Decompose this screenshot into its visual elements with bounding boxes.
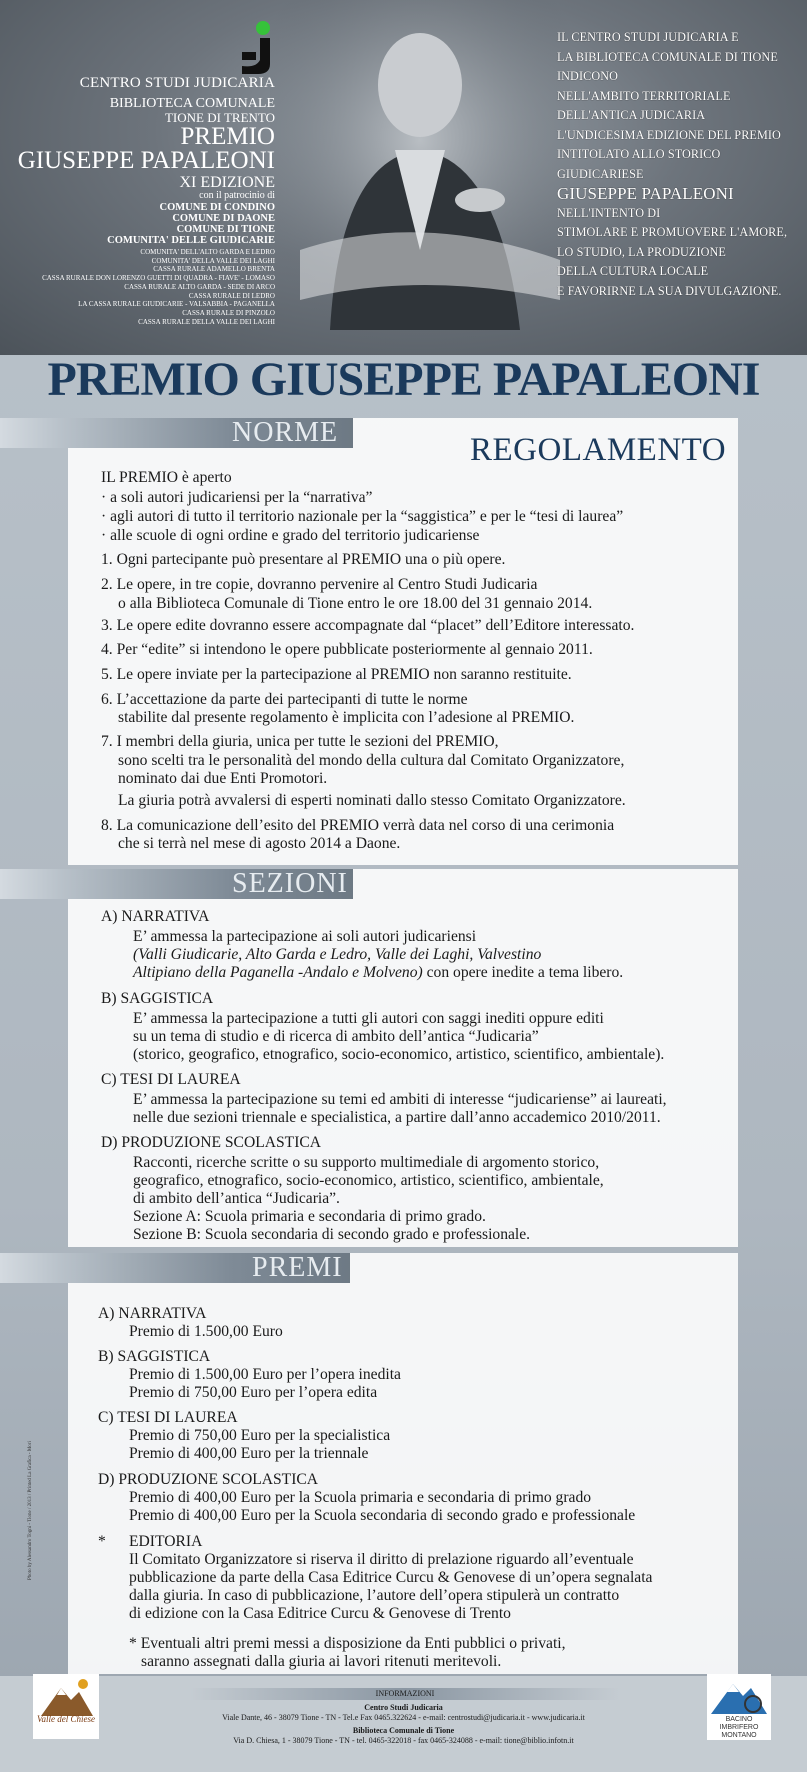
sponsor-4: CASSA RURALE DON LORENZO GUETTI DI QUADRA - FIAVE' - LOMASO: [42, 274, 275, 283]
intro-line: E FAVORIRNE LA SUA DIVULGAZIONE.: [557, 283, 782, 298]
sponsor-8: CASSA RURALE DI PINZOLO: [182, 309, 275, 318]
norme-rule-7: 7. I membri della giuria, unica per tutte le sezioni del PREMIO,: [101, 733, 499, 750]
main-title: PREMIO GIUSEPPE PAPALEONI: [47, 353, 760, 406]
patron-1: COMUNE DI CONDINO: [159, 201, 275, 213]
premio-c-heading: C) TESI DI LAUREA: [98, 1409, 238, 1426]
regolamento-title: REGOLAMENTO: [470, 432, 727, 468]
sezione-a-tail: con opere inedite a tema libero.: [422, 964, 624, 981]
intro-line: NELL'INTENTO DI: [557, 205, 661, 220]
intro-name: GIUSEPPE PAPALEONI: [557, 184, 734, 204]
norme-rule-8-cont: che si terrà nel mese di agosto 2014 a Daone.: [118, 835, 401, 852]
intro-line: INDICONO: [557, 69, 619, 84]
intro-line: DELLA CULTURA LOCALE: [557, 264, 709, 279]
premio-a-heading: A) NARRATIVA: [98, 1305, 207, 1322]
premio-e-text: di edizione con la Casa Editrice Curcu & Genovese di Trento: [129, 1605, 511, 1622]
intro-line: NELL'AMBITO TERRITORIALE: [557, 88, 731, 103]
footer-address-1: Viale Dante, 46 - 38079 Tione - TN - Tel.e Fax 0465.322624 - e-mail: centrostudi@judicaria.it - www.judicaria.it: [222, 1713, 585, 1722]
patron-2: COMUNE DI DAONE: [172, 212, 275, 224]
sezione-d-heading: D) PRODUZIONE SCOLASTICA: [101, 1134, 322, 1151]
sezione-d-text: Sezione B: Scuola secondaria di secondo grado e professionale.: [133, 1226, 531, 1243]
header-patronage: con il patrocinio di: [199, 190, 275, 202]
header-name: GIUSEPPE PAPALEONI: [17, 146, 275, 174]
sezione-d-text: di ambito dell’antica “Judicaria”.: [133, 1190, 340, 1207]
intro-line: LO STUDIO, LA PRODUZIONE: [557, 244, 726, 259]
intro-line: INTITOLATO ALLO STORICO: [557, 147, 721, 162]
premi-note: * Eventuali altri premi messi a disposizione da Enti pubblici o privati,: [129, 1635, 566, 1652]
sezione-b-text: su un tema di studio e di ricerca di ambito dell’antica “Judicaria”: [133, 1028, 539, 1045]
sponsor-3: CASSA RURALE ADAMELLO BRENTA: [153, 265, 275, 274]
premio-e-text: dalla giuria. In caso di pubblicazione, l’autore dell’opera stipulerà un contratto: [129, 1587, 620, 1604]
sponsor-1: COMUNITA' DELL'ALTO GARDA E LEDRO: [140, 247, 275, 256]
header-left-text: [0, 76, 275, 327]
norme-rule-6-cont: stabilite dal presente regolamento è implicita con l’adesione al PREMIO.: [118, 709, 575, 726]
sezione-c-heading: C) TESI DI LAUREA: [101, 1071, 241, 1088]
premio-d-heading: D) PRODUZIONE SCOLASTICA: [98, 1471, 319, 1488]
header-org-3: TIONE DI TRENTO: [164, 110, 275, 126]
sezione-c-text: E’ ammessa la partecipazione su temi ed ambiti di interesse “judicariense” ai laureati,: [133, 1091, 667, 1108]
sponsor-2: COMUNITA' DELLA VALLE DEI LAGHI: [151, 256, 275, 265]
sezione-d-text: geografico, etnografico, socio-economico, artistico, scientifico, ambientale,: [133, 1172, 604, 1189]
footer-org-1: Centro Studi Judicaria: [364, 1703, 443, 1712]
premio-a-text: Premio di 1.500,00 Euro: [129, 1323, 283, 1340]
norme-rule-7-cont: sono scelti tra le personalità del mondo della cultura dal Comitato Organizzatore,: [118, 752, 625, 769]
sezioni-tab: [0, 869, 353, 899]
intro-line: LA BIBLIOTECA COMUNALE DI TIONE: [557, 49, 778, 64]
sezione-b-text: E’ ammessa la partecipazione a tutti gli autori con saggi inediti oppure editi: [133, 1010, 604, 1027]
sezione-a-heading: A) NARRATIVA: [101, 908, 210, 925]
logo-left-text: Valle del Chiese: [37, 1714, 95, 1724]
sezione-a-italic: Altipiano della Paganella -Andalo e Molveno): [133, 964, 423, 981]
patron-3: COMUNE DI TIONE: [176, 223, 275, 235]
sezione-d-text: Racconti, ricerche scritte o su supporto multimediale di argomento storico,: [133, 1154, 600, 1171]
premio-c-text: Premio di 750,00 Euro per la specialistica: [129, 1427, 391, 1444]
sezione-b-text: (storico, geografico, etnografico, socio-economico, artistico, scientifico, ambientale).: [133, 1046, 665, 1063]
centro-studi-logo-icon: [238, 20, 278, 76]
intro-line: STIMOLARE E PROMUOVERE L'AMORE,: [557, 225, 788, 240]
norme-tab-label: NORME: [232, 417, 339, 448]
header-edition: XI EDIZIONE: [179, 173, 275, 191]
norme-rule-2: 2. Le opere, in tre copie, dovranno pervenire al Centro Studi Judicaria: [101, 576, 538, 593]
norme-rule-8: 8. La comunicazione dell’esito del PREMIO verrà data nel corso di una cerimonia: [101, 817, 615, 834]
norme-rule-2-cont: o alla Biblioteca Comunale di Tione entro le ore 18.00 del 31 gennaio 2014.: [118, 595, 593, 612]
sezione-a-text: E’ ammessa la partecipazione ai soli autori judicariensi: [133, 928, 477, 945]
sezione-a-text: [133, 964, 623, 982]
premi-tab-label: PREMI: [252, 1252, 343, 1283]
sezione-a-text: (Valli Giudicarie, Alto Garda e Ledro, Valle dei Laghi, Valvestino: [133, 946, 542, 963]
premi-note: saranno assegnati dalla giuria ai lavori ritenuti meritevoli.: [141, 1653, 502, 1670]
header-banner: [0, 0, 807, 355]
norme-bullet: · alle scuole di ogni ordine e grado del territorio judicariense: [101, 527, 480, 544]
footer-address-2: Via D. Chiesa, 1 - 38079 Tione - TN - tel. 0465-322018 - fax 0465-324088 - e-mail: tione@biblio.infotn.it: [233, 1736, 574, 1745]
sezione-b-heading: B) SAGGISTICA: [101, 990, 214, 1007]
sezioni-tab-label: SEZIONI: [232, 868, 348, 899]
sponsor-7: LA CASSA RURALE GIUDICARIE - VALSABBIA - PAGANELLA: [78, 300, 275, 309]
info-bar: INFORMAZIONI: [190, 1688, 620, 1700]
norme-rule-6: 6. L’accettazione da parte dei partecipanti di tutte le norme: [101, 691, 468, 708]
premio-e-heading: EDITORIA: [129, 1533, 203, 1550]
premio-d-text: Premio di 400,00 Euro per la Scuola primaria e secondaria di primo grado: [129, 1489, 592, 1506]
premio-e-text: pubblicazione da parte della Casa Editrice Curcu & Genovese di un’opera segnalata: [129, 1569, 653, 1586]
premio-b-text: Premio di 1.500,00 Euro per l’opera inedita: [129, 1366, 401, 1383]
norme-rule-7-cont: nominato dai due Enti Promotori.: [118, 770, 328, 787]
sezione-c-text: nelle due sezioni triennale e specialistica, a partire dall’anno accademico 2010/2011.: [133, 1109, 661, 1126]
norme-bullet: · a soli autori judicariensi per la “narrativa”: [101, 489, 373, 506]
sponsor-9: CASSA RURALE DELLA VALLE DEI LAGHI: [138, 317, 275, 326]
footer-org-2: Biblioteca Comunale di Tione: [352, 1726, 455, 1735]
header-right-text: [557, 28, 802, 301]
intro-line: IL CENTRO STUDI JUDICARIA E: [557, 30, 739, 44]
premi-tab: [0, 1253, 350, 1283]
premio-e-star: *: [98, 1533, 106, 1550]
norme-bullet: · agli autori di tutto il territorio nazionale per la “saggistica” e per le “tesi di laurea”: [101, 508, 624, 525]
premio-d-text: Premio di 400,00 Euro per la Scuola secondaria di secondo grado e professionale: [129, 1507, 636, 1524]
header-premio: PREMIO: [180, 123, 275, 151]
norme-rule-1: 1. Ogni partecipante può presentare al PREMIO una o più opere.: [101, 551, 506, 568]
sezione-d-text: Sezione A: Scuola primaria e secondaria di primo grado.: [133, 1208, 486, 1225]
sponsor-5: CASSA RURALE ALTO GARDA - SEDE DI ARCO: [124, 282, 275, 291]
norme-intro: IL PREMIO è aperto: [101, 469, 232, 486]
norme-rule-5: 5. Le opere inviate per la partecipazione al PREMIO non saranno restituite.: [101, 666, 572, 683]
norme-rule-7-cont: La giuria potrà avvalersi di esperti nominati dallo stesso Comitato Organizzatore.: [118, 792, 626, 809]
norme-tab: [0, 418, 353, 448]
premio-b-text: Premio di 750,00 Euro per l’opera edita: [129, 1384, 378, 1401]
portrait-image: [270, 0, 570, 350]
vertical-credit: Photo by Alessandro Togni - Tione / 2013 / Printed La Grafica - Mori: [28, 1441, 33, 1580]
premio-e-text: Il Comitato Organizzatore si riserva il diritto di prelazione riguardo all’eventuale: [129, 1551, 634, 1568]
norme-rule-4: 4. Per “edite” si intendono le opere pubblicate posteriormente al gennaio 2011.: [101, 641, 593, 658]
norme-rule-3: 3. Le opere edite dovranno essere accompagnate dal “placet” dell’Editore interessato.: [101, 617, 635, 634]
sponsor-6: CASSA RURALE DI LEDRO: [188, 291, 275, 300]
intro-line: DELL'ANTICA JUDICARIA: [557, 108, 706, 123]
patron-4: COMUNITA' DELLE GIUDICARIE: [107, 234, 275, 246]
premio-c-text: Premio di 400,00 Euro per la triennale: [129, 1445, 369, 1462]
intro-line: GIUDICARIESE: [557, 166, 644, 181]
premio-b-heading: B) SAGGISTICA: [98, 1348, 211, 1365]
logo-right-text: BACINO IMBRIFERO MONTANO: [719, 1716, 759, 1739]
intro-line: L'UNDICESIMA EDIZIONE DEL PREMIO: [557, 127, 781, 142]
header-org-2: BIBLIOTECA COMUNALE: [109, 95, 275, 111]
header-org-1: CENTRO STUDI JUDICARIA: [79, 75, 275, 91]
